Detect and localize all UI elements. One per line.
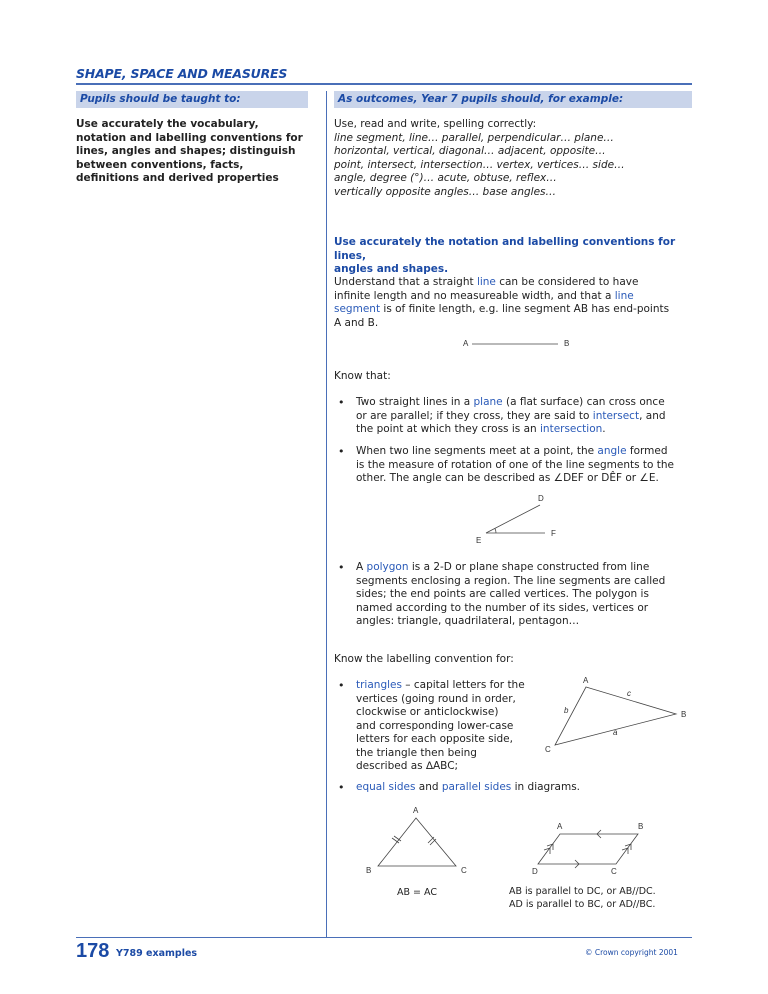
para-label-d: D xyxy=(532,867,538,876)
notation-heading-line: angles and shapes. xyxy=(334,263,449,275)
know-that: Know that: xyxy=(334,370,391,382)
label-vertex-b: B xyxy=(681,710,687,719)
left-column-header: Pupils should be taught to: xyxy=(76,91,308,108)
line-definition: Understand that a straight line can be considered to have infinite length and no measureable width, and that a line segment is of finite length, e.g. line segment AB has end-points A and B. xyxy=(334,276,670,329)
iso-label-b: B xyxy=(366,866,372,875)
label-point-a: A xyxy=(463,339,469,348)
label-e: E xyxy=(476,536,482,545)
term-line: line xyxy=(476,276,496,288)
bullet-dot: • xyxy=(338,781,345,794)
para-label-a: A xyxy=(557,822,563,831)
footer-title: Y789 examples xyxy=(116,948,198,959)
vocab-line: point, intersect, intersection… vertex, vertices… side… xyxy=(334,158,625,171)
label-side-c: c xyxy=(627,689,631,698)
section-title: SHAPE, SPACE AND MEASURES xyxy=(76,66,288,81)
label-side-a: a xyxy=(613,728,618,737)
bullet-equal-parallel: equal sides and parallel sides in diagrams. xyxy=(356,781,580,793)
bullet-dot: • xyxy=(338,445,345,458)
label-d: D xyxy=(538,494,544,503)
iso-caption: AB = AC xyxy=(397,887,437,898)
bullet-intersect: Two straight lines in a plane (a flat surface) can cross once or are parallel; if they cross, they are said to intersect, and the point at which they cross is an intersection. xyxy=(356,396,666,435)
right-column-header: As outcomes, Year 7 pupils should, for example: xyxy=(334,91,692,108)
notation-heading-line: Use accurately the notation and labelling conventions for lines, xyxy=(334,236,676,262)
vocab-line: angle, degree (°)… acute, obtuse, reflex… xyxy=(334,172,557,184)
left-objective: Use accurately the vocabulary, notation and labelling conventions for lines, angles and shapes; distinguish between conventions, facts, definitions and derived properties xyxy=(76,118,303,184)
term-line-segment: line xyxy=(614,289,634,302)
para-caption-line: AB is parallel to DC, or AB//DC. xyxy=(509,886,656,897)
label-side-b: b xyxy=(564,706,569,715)
copyright: © Crown copyright 2001 xyxy=(585,948,678,957)
label-f: F xyxy=(551,529,556,538)
para-caption xyxy=(509,886,656,911)
para-label-c: C xyxy=(611,867,617,876)
label-vertex-c: C xyxy=(545,745,551,754)
bullet-triangles: triangles – capital letters for the vertices (going round in order, clockwise or anticlockwise) and corresponding lower-case letters for each opposite side, the triangle then being described as ∆ABC; xyxy=(356,679,525,772)
bullet-dot: • xyxy=(338,396,345,409)
vocab-line: horizontal, vertical, diagonal… adjacent, opposite… xyxy=(334,145,606,157)
iso-label-a: A xyxy=(413,806,419,815)
bullet-polygon: A polygon is a 2-D or plane shape constructed from line segments enclosing a region. The line segments are called sides; the end points are called vertices. The polygon is named according to the number of its sides, vertices or angles: triangle, quadrilateral, pentagon… xyxy=(356,561,666,627)
bullet-angle: When two line segments meet at a point, the angle formed is the measure of rotation of one of the line segments to the other. The angle can be described as ∠DEF or DÊF or ∠E. xyxy=(356,445,675,484)
label-point-b: B xyxy=(564,339,570,348)
para-caption-line: AD is parallel to BC, or AD//BC. xyxy=(509,898,656,910)
vocab-intro: Use, read and write, spelling correctly: xyxy=(334,118,537,130)
know-labelling: Know the labelling convention for: xyxy=(334,653,514,665)
para-label-b: B xyxy=(638,822,644,831)
page-number: 178 xyxy=(76,940,110,962)
label-vertex-a: A xyxy=(583,676,589,685)
bullet-dot: • xyxy=(338,679,345,692)
iso-label-c: C xyxy=(461,866,467,875)
footer-rule xyxy=(76,937,692,938)
vocab-line: line segment, line… parallel, perpendicular… plane… xyxy=(334,131,614,144)
vocab-line: vertically opposite angles… base angles… xyxy=(334,185,557,198)
bullet-dot: • xyxy=(338,561,345,574)
